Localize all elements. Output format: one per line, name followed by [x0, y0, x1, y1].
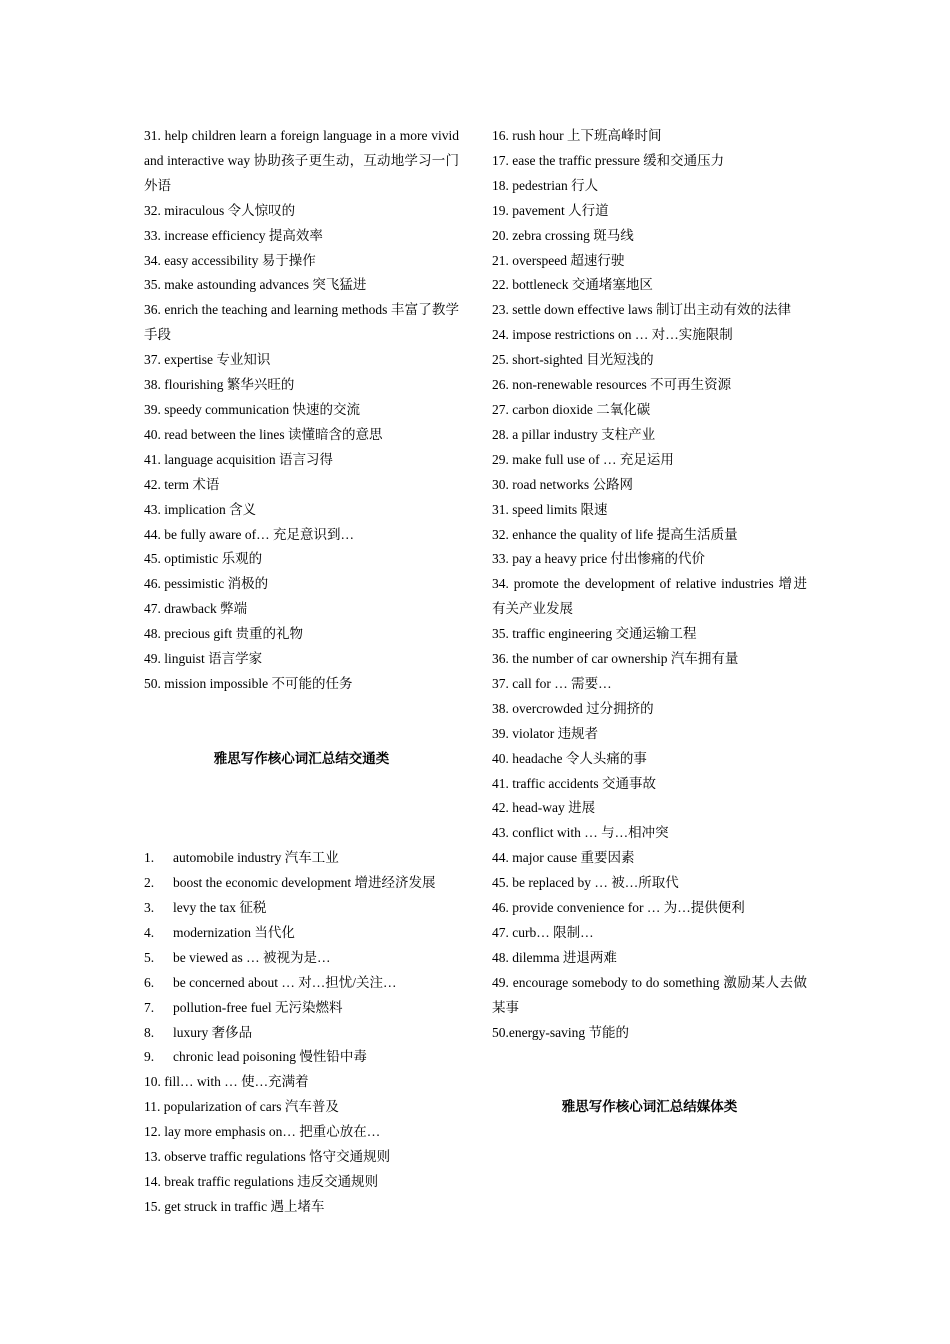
vocab-entry: 50.energy-saving 节能的: [492, 1024, 629, 1040]
vocab-entry: 49. linguist 语言学家: [144, 651, 263, 667]
vocab-entry: 44. be fully aware of… 充足意识到…: [144, 526, 354, 542]
vocab-entry: 37. call for … 需要…: [492, 675, 612, 691]
vocab-entry: [144, 971, 459, 996]
vocab-entry: 47. curb… 限制…: [492, 925, 594, 940]
vocab-entry: 41. traffic accidents 交通事故: [492, 775, 656, 791]
vocab-entry: 12. lay more emphasis on… 把重心放在…: [144, 1124, 381, 1140]
vocab-entry: 32. miraculous 令人惊叹的: [144, 202, 296, 218]
vocab-entry: 35. traffic engineering 交通运输工程: [492, 626, 697, 642]
vocab-entry: 15. get struck in traffic 遇上堵车: [144, 1198, 325, 1214]
vocab-entry: 45. optimistic 乐观的: [144, 551, 263, 567]
vocab-entry: 46. pessimistic 消极的: [144, 576, 269, 592]
vocab-entry: [144, 996, 459, 1021]
media-vocab-list-continued: [144, 124, 459, 697]
vocab-entry: 16. rush hour 上下班高峰时间: [492, 128, 662, 143]
vocab-entry: [144, 871, 459, 896]
vocab-entry: 31. speed limits 限速: [492, 501, 608, 517]
vocab-entry: 22. bottleneck 交通堵塞地区: [492, 277, 653, 293]
entry-text: levy the tax 征税: [173, 900, 267, 916]
entry-number: 5.: [144, 949, 155, 965]
entry-number: 9.: [144, 1049, 155, 1065]
vocab-entry: 33. pay a heavy price 付出惨痛的代价: [492, 551, 705, 567]
entry-text: luxury 奢侈品: [173, 1024, 253, 1040]
vocab-entry: 44. major cause 重要因素: [492, 850, 635, 866]
vocab-entry: 38. flourishing 繁华兴旺的: [144, 377, 295, 393]
vocab-entry: 43. implication 含义: [144, 501, 257, 517]
vocab-entry: 30. road networks 公路网: [492, 476, 633, 492]
entry-text: be concerned about … 对…担忧/关注…: [173, 974, 397, 990]
vocab-entry: 33. increase efficiency 提高效率: [144, 227, 323, 243]
entry-number: 4.: [144, 924, 155, 940]
vocab-entry: [144, 921, 459, 946]
entry-number: 6.: [144, 974, 155, 990]
entry-number: 7.: [144, 999, 155, 1015]
vocab-entry: 14. break traffic regulations 违反交通规则: [144, 1174, 379, 1190]
media-section-heading: 雅思写作核心词汇总结媒体类: [561, 1099, 738, 1115]
vocab-entry: 29. make full use of … 充足运用: [492, 451, 674, 467]
vocab-entry: 48. precious gift 贵重的礼物: [144, 626, 303, 642]
vocab-entry: 39. violator 违规者: [492, 725, 599, 741]
entry-text: be viewed as … 被视为是…: [173, 949, 331, 965]
vocab-entry: 34. promote the development of relative industries 增进有关产业发展: [492, 576, 807, 617]
vocab-entry: 40. read between the lines 读懂暗含的意思: [144, 426, 383, 442]
entry-number: 2.: [144, 875, 155, 891]
entry-text: automobile industry 汽车工业: [173, 850, 339, 866]
entry-text: modernization 当代化: [173, 924, 295, 940]
traffic-section-heading: 雅思写作核心词汇总结交通类: [213, 750, 390, 766]
vocab-entry: [144, 1021, 459, 1046]
vocab-entry: 40. headache 令人头痛的事: [492, 750, 647, 766]
entry-number: 3.: [144, 900, 155, 916]
vocab-entry: 19. pavement 人行道: [492, 202, 609, 218]
vocab-entry: 32. enhance the quality of life 提高生活质量: [492, 526, 738, 542]
entry-text: pollution-free fuel 无污染燃料: [173, 999, 343, 1015]
left-column: [144, 124, 459, 1220]
vocab-entry: 28. a pillar industry 支柱产业: [492, 426, 656, 442]
vocab-entry: 41. language acquisition 语言习得: [144, 451, 333, 467]
traffic-vocab-list-continued: [492, 124, 807, 1046]
vocab-entry: 31. help children learn a foreign language in a more vivid and interactive way 协助孩子更生动，互动地学习一门外语: [144, 128, 459, 193]
right-column: [492, 124, 807, 1120]
vocab-entry: 36. the number of car ownership 汽车拥有量: [492, 651, 739, 667]
vocab-entry: 39. speedy communication 快速的交流: [144, 401, 360, 417]
vocab-entry: 38. overcrowded 过分拥挤的: [492, 700, 654, 716]
vocab-entry: 49. encourage somebody to do something 激励某人去做某事: [492, 974, 807, 1015]
vocab-entry: 27. carbon dioxide 二氧化碳: [492, 401, 651, 417]
vocab-entry: 18. pedestrian 行人: [492, 177, 599, 193]
vocab-entry: 21. overspeed 超速行驶: [492, 252, 625, 268]
entry-number: 1.: [144, 850, 155, 866]
vocab-entry: 37. expertise 专业知识: [144, 352, 271, 368]
vocab-entry: [144, 896, 459, 921]
vocab-entry: 23. settle down effective laws 制订出主动有效的法律: [492, 302, 791, 318]
traffic-vocab-list-continued: [144, 1070, 459, 1219]
vocab-entry: [144, 1045, 459, 1070]
vocab-entry: [144, 946, 459, 971]
vocab-entry: 10. fill… with … 使…充满着: [144, 1074, 309, 1090]
vocab-entry: 36. enrich the teaching and learning methods 丰富了教学手段: [144, 302, 459, 343]
entry-number: 8.: [144, 1024, 155, 1040]
vocab-entry: 50. mission impossible 不可能的任务: [144, 675, 353, 691]
vocab-entry: 43. conflict with … 与…相冲突: [492, 825, 669, 841]
vocab-entry: 46. provide convenience for … 为…提供便利: [492, 900, 745, 916]
vocab-entry: 48. dilemma 进退两难: [492, 949, 617, 965]
vocab-entry: 11. popularization of cars 汽车普及: [144, 1099, 339, 1115]
entry-text: boost the economic development 增进经济发展: [173, 875, 436, 891]
vocab-entry: 13. observe traffic regulations 恪守交通规则: [144, 1149, 391, 1165]
vocab-entry: 47. drawback 弊端: [144, 601, 248, 617]
vocab-entry: 42. head-way 进展: [492, 800, 596, 816]
vocab-entry: 20. zebra crossing 斑马线: [492, 227, 634, 243]
vocab-entry: 42. term 术语: [144, 476, 220, 492]
vocab-entry: [144, 846, 459, 871]
traffic-vocab-list: [144, 846, 459, 1070]
vocab-entry: 34. easy accessibility 易于操作: [144, 252, 316, 268]
vocab-entry: 26. non-renewable resources 不可再生资源: [492, 377, 732, 393]
vocab-entry: 24. impose restrictions on … 对…实施限制: [492, 327, 733, 343]
vocab-entry: 17. ease the traffic pressure 缓和交通压力: [492, 152, 725, 168]
vocab-entry: 35. make astounding advances 突飞猛进: [144, 277, 367, 293]
vocab-entry: 25. short-sighted 目光短浅的: [492, 352, 654, 368]
entry-text: chronic lead poisoning 慢性铅中毒: [173, 1049, 367, 1065]
vocab-entry: 45. be replaced by … 被…所取代: [492, 875, 679, 891]
